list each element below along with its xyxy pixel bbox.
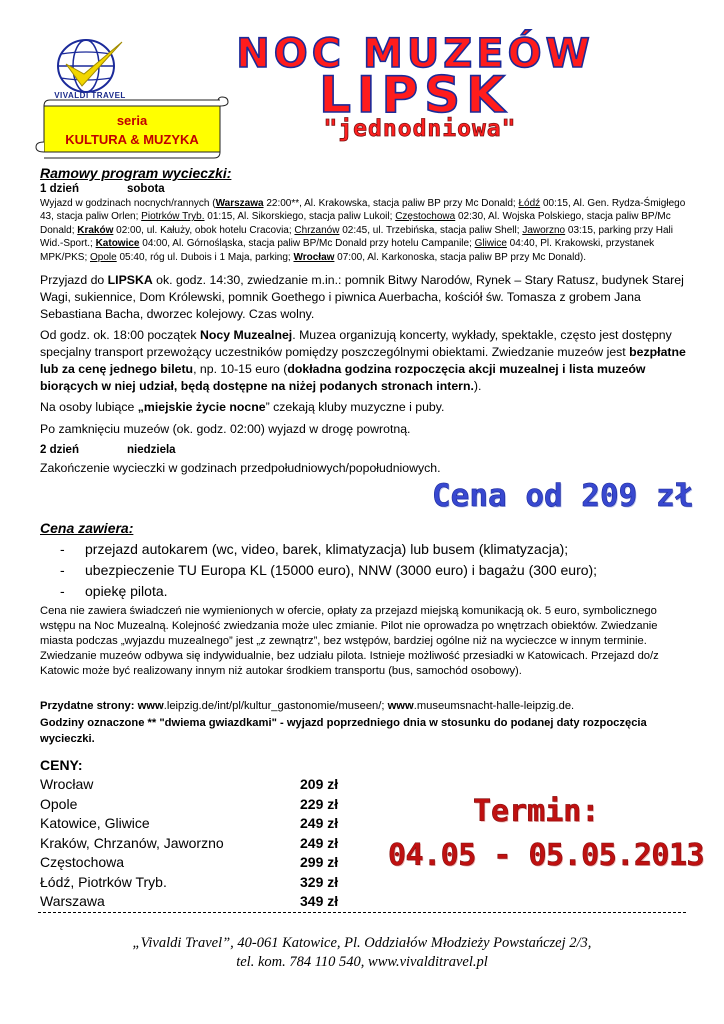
series-label: seria: [116, 113, 148, 128]
includes-item-text: ubezpieczenie TU Europa KL (15000 euro), NNW (3000 euro) i bagażu (300 euro);: [85, 562, 598, 578]
price-row-value: 329 zł: [300, 873, 339, 890]
price-row-value: 349 zł: [300, 893, 339, 909]
price-row-city: Kraków, Chrzanów, Jaworzno: [40, 834, 224, 851]
title-noc-muzeow: NOC MUZEÓW: [236, 31, 594, 77]
departure-details: 05:40, róg ul. Dubois i 1 Maja, parking;: [116, 251, 294, 263]
day1-label: 1 dzień: [40, 183, 79, 195]
includes-item: [60, 581, 680, 602]
nightlife-paragraph: Na osoby lubiące „miejskie życie nocne” czekają kluby muzyczne i puby.: [40, 400, 445, 414]
includes-list: [60, 539, 680, 602]
departure-details: 02:30, Al. Wojska Polskiego, stacja paliw BP/Mc Donald;: [40, 211, 671, 236]
departure-details: 01:15, Al. Sikorskiego, stacja paliw Lukoil;: [204, 211, 396, 223]
departure-details: 04:00, Al. Górnośląska, stacja paliw BP/Mc Donald przy hotelu Campanile;: [139, 238, 475, 250]
arrival-paragraph: Przyjazd do LIPSKA ok. godz. 14:30, zwiedzanie m.in.: pomnik Bitwy Narodów, Rynek – Stary Ratusz, budynek Starej Wagi, sukiennice, Dom Królewski, pomnik Goethego i piwnica Auerbacha, kościół św. Tomasza z grobem Jana Sebastiana Bacha, dworzec kolejowy. Czas wolny.: [40, 273, 684, 321]
program-heading: Ramowy program wycieczki:: [40, 165, 232, 181]
museum-night-paragraph: Od godz. ok. 18:00 początek Nocy Muzealnej. Muzea organizują koncerty, wykłady, spektakle, często jest dostępny specjalny transport przewożący uczestników pomiędzy poszczególnymi obiektami. Zwiedzanie muzeów jest bezpłatne lub za cenę jednego biletu, np. 10-15 euro (dokładna godzina rozpoczęcia akcji muzealnej i lista muzeów biorących w niej udział, będą dostępne na niżej podanych stronach intern.).: [40, 328, 686, 393]
departure-details: 02:45, ul. Trzebińska, stacja paliw Shell;: [339, 224, 523, 236]
departure-city: Częstochowa: [395, 211, 456, 223]
day2-text: Zakończenie wycieczki w godzinach przedpołudniowych/popołudniowych.: [40, 461, 441, 475]
departure-details: 02:00, ul. Kałuży, obok hotelu Cracovia;: [113, 224, 295, 236]
price-row-city: Częstochowa: [40, 854, 125, 870]
asterisk-note: Godziny oznaczone ** "dwiema gwiazdkami" - wyjazd poprzedniego dnia w stosunku do podanej daty rozpoczęcia wycieczki.: [40, 717, 647, 745]
departure-city: Wrocław: [293, 251, 335, 263]
series-name: KULTURA & MUZYKA: [65, 132, 199, 147]
price-row-value: 209 zł: [300, 776, 339, 792]
departure-city: Łódź: [518, 198, 541, 209]
logo-text: VIVALDI TRAVEL: [54, 91, 126, 100]
price-row-value: 249 zł: [300, 815, 339, 831]
departure-details: 04:40, Pl. Krakowski, przystanek MPK/PKS;: [40, 238, 655, 263]
price-row-city: Opole: [40, 795, 78, 812]
includes-item: [60, 539, 680, 560]
includes-item: [60, 560, 680, 581]
price-row-city: Warszawa: [40, 893, 105, 909]
footer-contact: tel. kom. 784 110 540, www.vivalditravel.pl: [236, 954, 488, 970]
footer-address: „Vivaldi Travel”, 40-061 Katowice, Pl. Oddziałów Młodzieży Powstańczej 2/3,: [132, 935, 592, 951]
includes-item-text: opiekę pilota.: [85, 583, 168, 599]
title-lipsk: LIPSK: [319, 66, 511, 124]
departure-details: 22:00**, Al. Krakowska, stacja paliw BP przy Mc Donald;: [263, 198, 519, 209]
prices-heading: CENY:: [40, 757, 83, 773]
includes-heading: Cena zawiera:: [40, 520, 134, 536]
scroll-banner-icon: [33, 96, 233, 160]
bullet-dash: -: [60, 583, 65, 599]
departure-city: Warszawa: [215, 198, 264, 209]
departure-details: 03:15, parking przy Hali Wid.-Sport.;: [40, 224, 673, 250]
price-row-value: 249 zł: [300, 834, 339, 851]
price-row-value: 229 zł: [300, 795, 339, 812]
departure-city: Chrzanów: [294, 224, 340, 236]
departure-city: Jaworzno: [522, 224, 566, 236]
departure-city: Katowice: [95, 238, 140, 250]
departure-details: 00:15, Al. Gen. Rydza-Śmigłego 43, stacja paliw Orlen;: [40, 198, 686, 223]
departure-details: 07:00, Al. Karkonoska, stacja paliw BP przy Mc Donald).: [334, 251, 587, 263]
departure-city: Piotrków Tryb.: [141, 211, 205, 223]
bullet-dash: -: [60, 562, 65, 578]
day1-name: sobota: [127, 183, 165, 195]
title-jednodniowa: "jednodniowa": [323, 116, 517, 142]
termin-label: Termin:: [473, 794, 600, 829]
footer-divider: [38, 912, 686, 913]
includes-item-text: przejazd autokarem (wc, video, barek, klimatyzacja) lub busem (klimatyzacja);: [85, 541, 569, 557]
price-row-value: 299 zł: [300, 854, 339, 870]
departure-city: Opole: [90, 251, 117, 263]
bullet-dash: -: [60, 541, 65, 557]
day2-label: 2 dzień: [40, 444, 79, 456]
price-row-city: Wrocław: [40, 776, 94, 792]
return-paragraph: Po zamknięciu muzeów (ok. godz. 02:00) wyjazd w drogę powrotną.: [40, 422, 411, 436]
day2-name: niedziela: [127, 444, 176, 456]
price-row-city: Katowice, Gliwice: [40, 815, 150, 831]
departure-city: Gliwice: [474, 238, 507, 250]
termin-dates: 04.05 - 05.05.2013: [388, 838, 705, 873]
websites-line: Przydatne strony: www.leipzig.de/int/pl/kultur_gastonomie/museen/; www.museumsnacht-halle-leipzig.de.: [40, 700, 575, 712]
price-row-city: Łódź, Piotrków Tryb.: [40, 873, 167, 890]
departure-city: Kraków: [77, 224, 114, 236]
excludes-paragraph: Cena nie zawiera świadczeń nie wymienionych w ofercie, opłaty za przejazd miejską komunikacją ok. 5 euro, symbolicznego wstępu na Noc Muzealną. Kolejność zwiedzania może ulec zmianie. Pilot nie oprowadza po wnętrzach obiektów. Zwiedzanie miasta podczas „wyjazdu muzealnego” jest „z zewnątrz”, bez wstępów, bardziej ogólne niż na wycieczce w innym terminie. Zwiedzanie muzeów odbywa się indywidualnie, bez udziału pilota. Istnieje możliwość przesiadki w Katowicach. Przejazd do/z Katowic może być realizowany innym niż autokar środkiem transportu (bus, samochód osobowy).: [40, 605, 659, 677]
departures-paragraph: Wyjazd w godzinach nocnych/rannych (Warszawa 22:00**, Al. Krakowska, stacja paliw BP przy Mc Donald; Łódź 00:15, Al. Gen. Rydza-Śmigłego 43, stacja paliw Orlen; Piotrków Tryb. 01:15, Al. Sikorskiego, stacja paliw Lukoil; Częstochowa 02:30, Al. Wojska Polskiego, stacja paliw BP/Mc Donald; Kraków 02:00, ul. Kałuży, obok hotelu Cracovia; Chrzanów 02:45, ul. Trzebińska, stacja paliw Shell; Jaworzno 03:15, parking przy Hali Wid.-Sport.; Katowice 04:00, Al. Górnośląska, stacja paliw BP/Mc Donald przy hotelu Campanile; Gliwice 04:40, Pl. Krakowski, przystanek MPK/PKS; Opole 05:40, róg ul. Dubois i 1 Maja, parking; Wrocław 07:00, Al. Karkonoska, stacja paliw BP przy Mc Donald).: [40, 198, 686, 263]
price-banner: Cena od 209 zł: [432, 478, 694, 514]
